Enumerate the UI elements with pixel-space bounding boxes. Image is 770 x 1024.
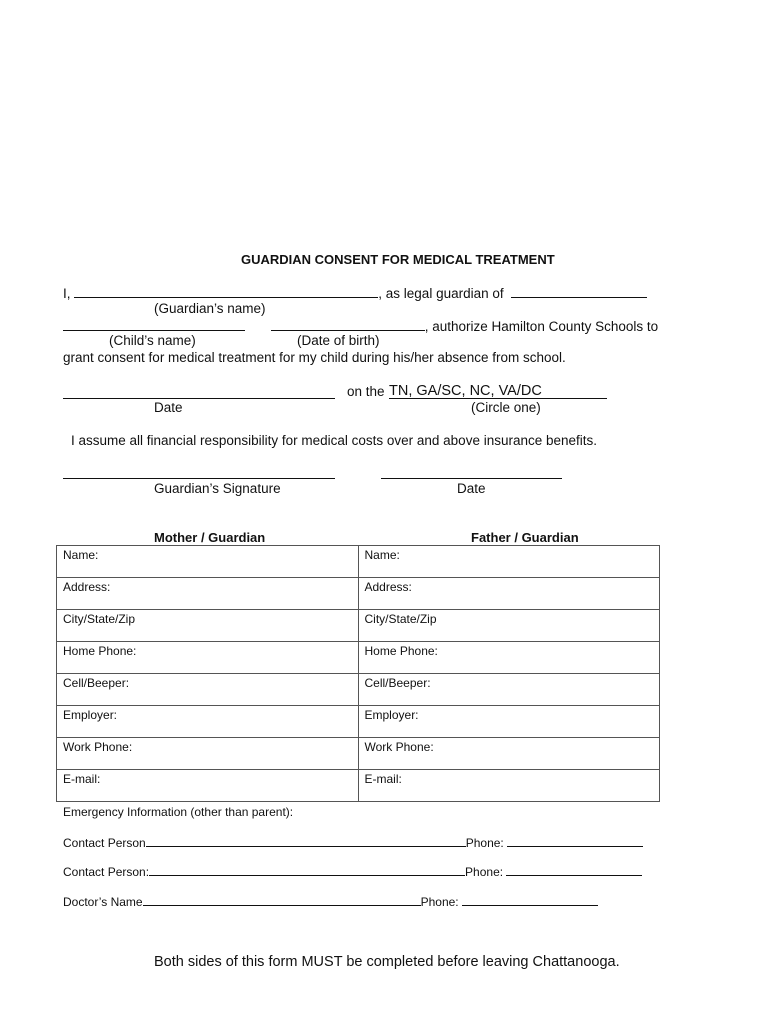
father-guardian-header: Father / Guardian [471,530,579,545]
table-row [57,546,660,578]
mother-field-cell[interactable]: Work Phone: [57,738,359,770]
signature-date-blank[interactable] [381,478,562,479]
form-title: GUARDIAN CONSENT FOR MEDICAL TREATMENT [241,252,555,267]
contact1-row [63,834,643,851]
contact2-row [63,863,642,880]
signature-blank[interactable] [63,478,335,479]
dob-blank[interactable] [271,318,425,331]
doctor-phone-blank[interactable] [462,893,598,906]
signature-caption: Guardian’s Signature [154,481,281,496]
circle-caption: (Circle one) [471,400,541,415]
table-row [57,578,660,610]
table-row [57,674,660,706]
contact1-phone-label: Phone: [465,836,504,850]
signature-date-caption: Date [457,481,486,496]
table-row [57,642,660,674]
contact1-label: Contact Person [63,836,146,850]
table-row [57,738,660,770]
guardian-line [63,285,647,302]
guardian-name-caption: (Guardian’s name) [154,301,266,316]
table-row [57,770,660,802]
contact2-label: Contact Person: [63,865,150,879]
father-field-cell[interactable]: Address: [358,578,660,610]
dob-caption: (Date of birth) [297,333,380,348]
mother-field-cell[interactable]: City/State/Zip [57,610,359,642]
mother-field-cell[interactable]: Home Phone: [57,642,359,674]
guardian-name-blank[interactable] [74,285,378,298]
table-row [57,706,660,738]
father-field-cell[interactable]: Employer: [358,706,660,738]
contact2-phone-label: Phone: [465,865,504,879]
doctor-row [63,893,598,910]
line1-mid: , as legal guardian of [378,286,504,301]
doctor-blank[interactable] [143,893,421,906]
states-options[interactable]: TN, GA/SC, NC, VA/DC [389,383,542,399]
guardian-info-table [56,545,660,802]
contact1-blank[interactable] [146,834,466,847]
line2-suffix: , authorize Hamilton County Schools to [424,319,659,334]
mother-guardian-header: Mother / Guardian [154,530,266,545]
ward-blank[interactable] [511,285,647,298]
child-name-blank[interactable] [63,318,245,331]
doctor-label: Doctor’s Name [63,895,143,909]
father-field-cell[interactable]: E-mail: [358,770,660,802]
on-the-label: on the [347,384,385,399]
mother-field-cell[interactable]: E-mail: [57,770,359,802]
emergency-heading: Emergency Information (other than parent): [63,805,294,819]
table-row [57,610,660,642]
father-field-cell[interactable]: City/State/Zip [358,610,660,642]
contact2-blank[interactable] [149,863,465,876]
mother-field-cell[interactable]: Address: [57,578,359,610]
states-underline [389,398,607,399]
line1-prefix: I, [63,286,71,301]
father-field-cell[interactable]: Work Phone: [358,738,660,770]
contact2-phone-blank[interactable] [506,863,642,876]
doctor-phone-label: Phone: [420,895,459,909]
date-blank[interactable] [63,398,335,399]
consent-line: grant consent for medical treatment for my child during his/her absence from school. [63,350,566,365]
child-name-caption: (Child’s name) [109,333,196,348]
contact1-phone-blank[interactable] [507,834,643,847]
mother-field-cell[interactable]: Cell/Beeper: [57,674,359,706]
father-field-cell[interactable]: Cell/Beeper: [358,674,660,706]
mother-field-cell[interactable]: Employer: [57,706,359,738]
father-field-cell[interactable]: Name: [358,546,660,578]
financial-statement: I assume all financial responsibility for medical costs over and above insurance benefits. [71,433,598,448]
footer-note: Both sides of this form MUST be completed before leaving Chattanooga. [154,954,620,970]
mother-field-cell[interactable]: Name: [57,546,359,578]
father-field-cell[interactable]: Home Phone: [358,642,660,674]
date-caption: Date [154,400,183,415]
